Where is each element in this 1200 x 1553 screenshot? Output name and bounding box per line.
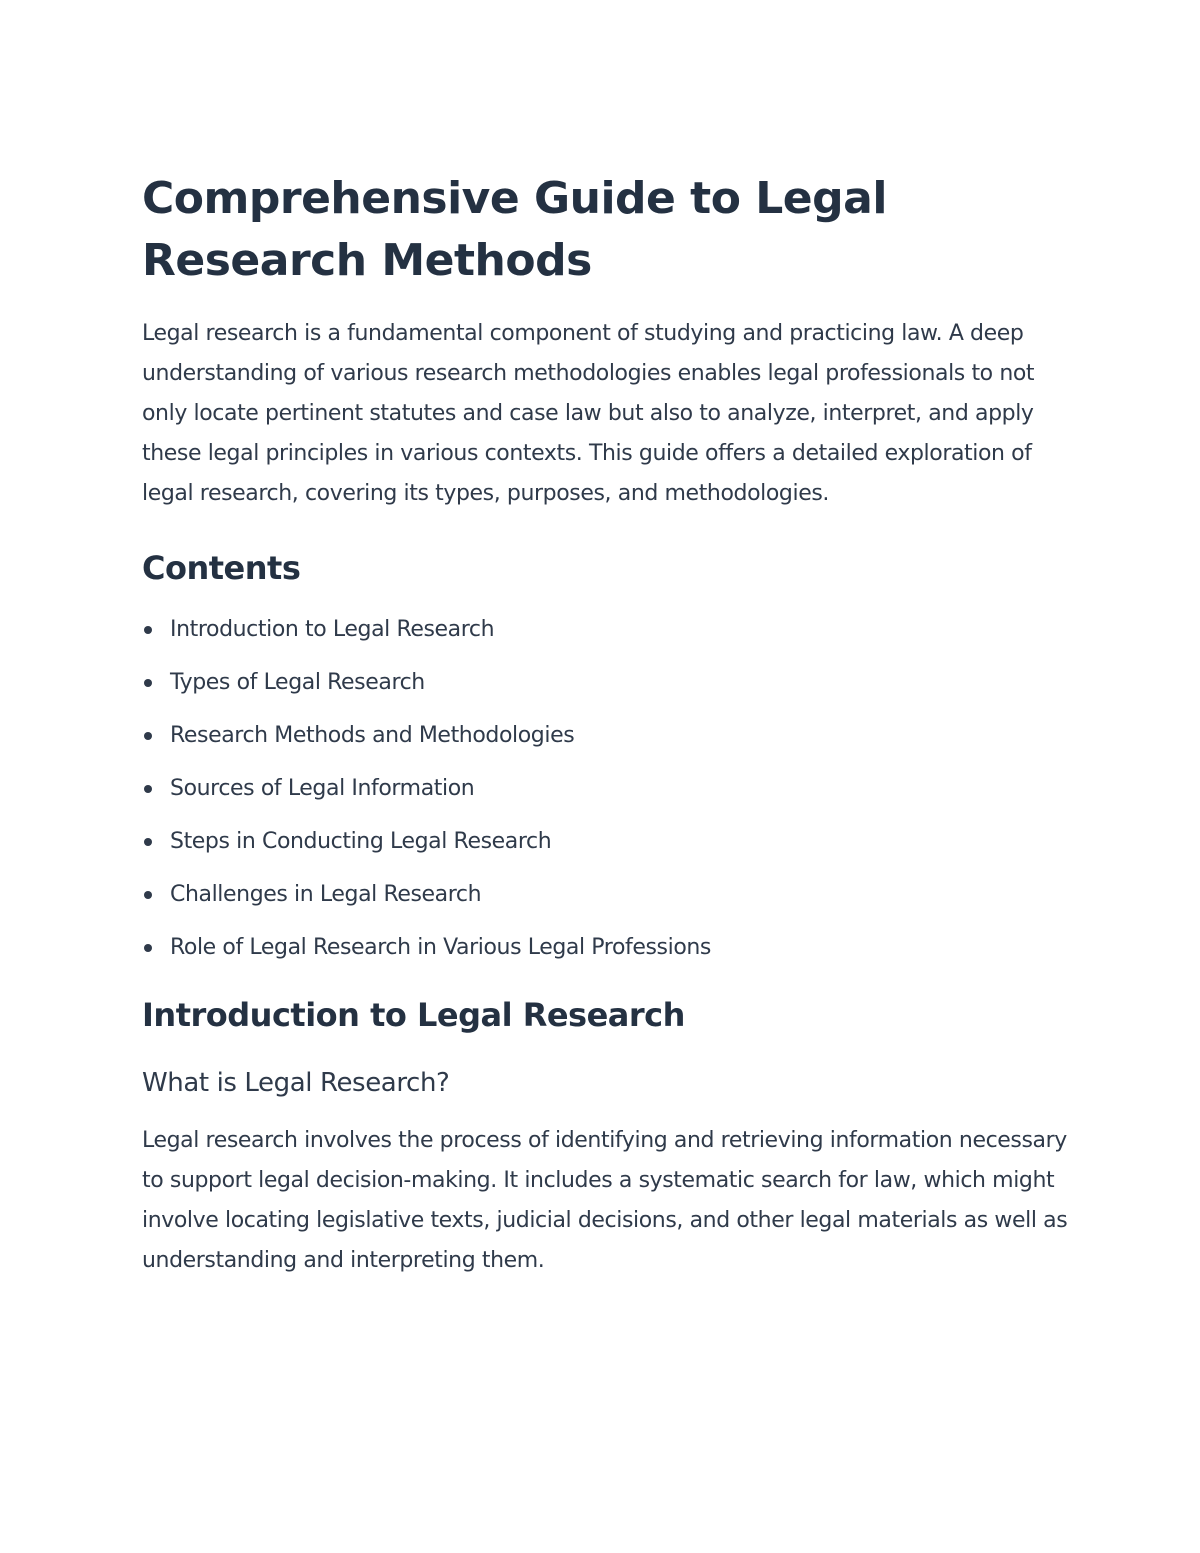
toc-item: [142, 616, 1072, 644]
bullet-icon: [144, 679, 152, 687]
toc-item: [142, 722, 1072, 750]
toc-item-label: Role of Legal Research in Various Legal Professions: [170, 935, 711, 960]
toc-item-label: Challenges in Legal Research: [170, 882, 482, 907]
document-title: Comprehensive Guide to Legal Research Methods: [142, 173, 887, 286]
document-page: [142, 168, 1072, 1281]
contents-heading: Contents: [142, 549, 301, 587]
toc-item-label: Introduction to Legal Research: [170, 617, 495, 642]
toc-item: [142, 669, 1072, 697]
toc-item: [142, 775, 1072, 803]
toc-item-label: Steps in Conducting Legal Research: [170, 829, 552, 854]
bullet-icon: [144, 944, 152, 952]
toc-item-label: Research Methods and Methodologies: [170, 723, 575, 748]
toc-item: [142, 881, 1072, 909]
bullet-icon: [144, 838, 152, 846]
section-subheading: What is Legal Research?: [142, 1068, 450, 1098]
bullet-icon: [144, 891, 152, 899]
table-of-contents: [142, 616, 1072, 962]
bullet-icon: [144, 785, 152, 793]
section-body-paragraph: Legal research involves the process of identifying and retrieving information necessary to support legal decision-making. It includes a systematic search for law, which might involve locating legislative texts, judicial decisions, and other legal materials as well as understanding and interpreting them.: [142, 1128, 1068, 1273]
bullet-icon: [144, 732, 152, 740]
section-heading: Introduction to Legal Research: [142, 996, 685, 1034]
intro-paragraph: Legal research is a fundamental component of studying and practicing law. A deep understanding of various research methodologies enables legal professionals to not only locate pertinent statutes and case law but also to analyze, interpret, and apply these legal principles in various contexts. This guide offers a detailed exploration of legal research, covering its types, purposes, and methodologies.: [142, 321, 1035, 506]
bullet-icon: [144, 626, 152, 634]
toc-item-label: Sources of Legal Information: [170, 776, 475, 801]
toc-item: [142, 934, 1072, 962]
toc-item-label: Types of Legal Research: [170, 670, 425, 695]
toc-item: [142, 828, 1072, 856]
